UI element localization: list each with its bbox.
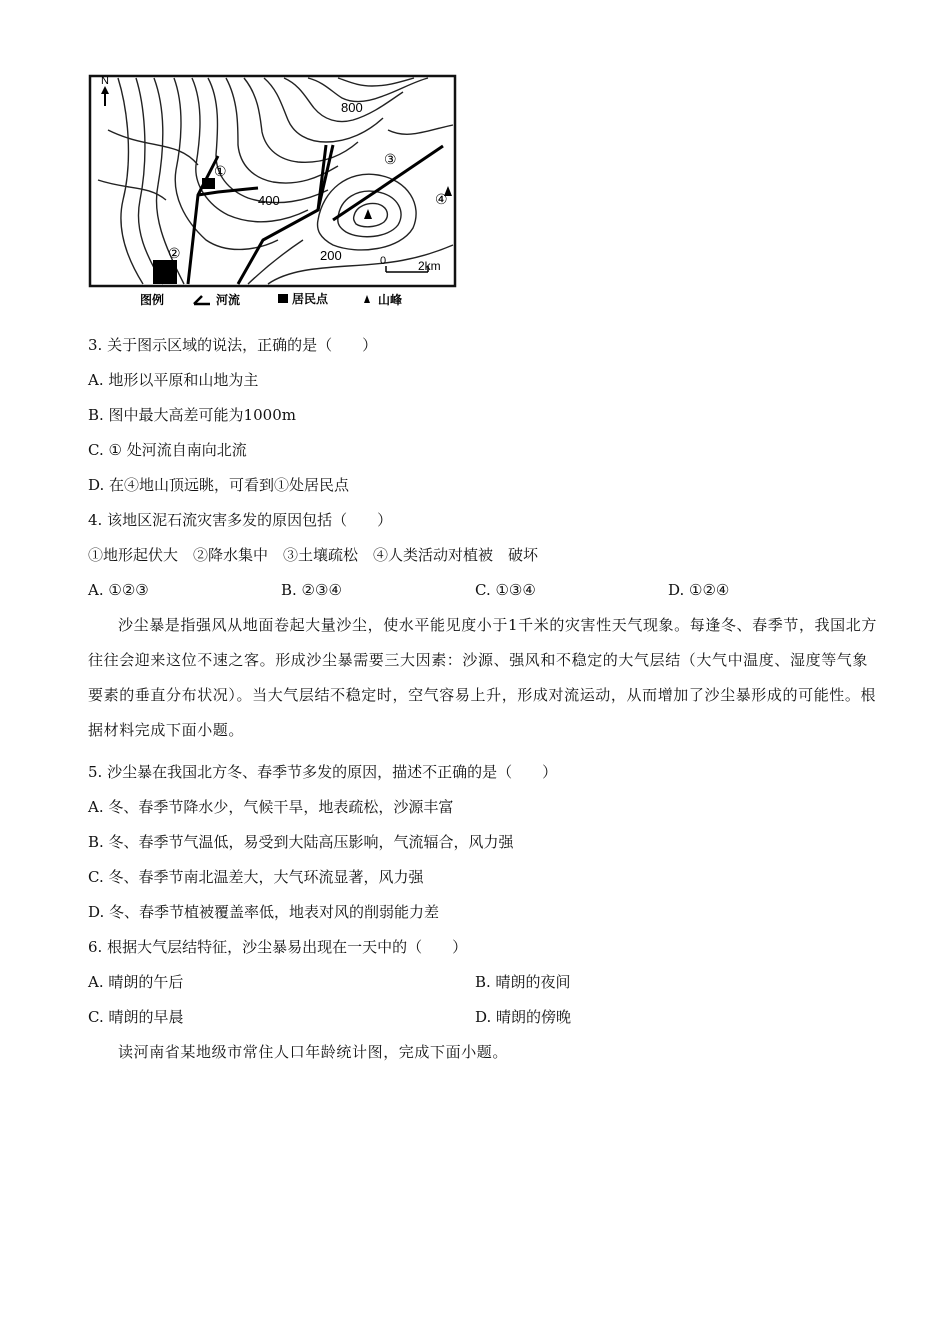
q4-stem: 4. 该地区泥石流灾害多发的原因包括（ ） xyxy=(88,511,393,529)
q6-option-c: C. 晴朗的早晨 xyxy=(88,1008,184,1026)
passage-text: 沙尘暴是指强风从地面卷起大量沙尘，使水平能见度小于1千米的灾害性天气现象。每逢冬、春季节，我国北方往往会迎来这位不速之客。形成沙尘暴需要三大因素：沙源、强风和不稳定的大气层结（大气中温度、湿度等气象要素的垂直分布状况）。当大气层结不稳定时，空气容易上升，形成对流运动，从而增加了沙尘暴形成的可能性。根据材料完成下面小题。 xyxy=(88,616,877,739)
scale-zero: 0 xyxy=(380,255,387,267)
q6-option-d: D. 晴朗的傍晚 xyxy=(475,1008,572,1026)
q3-option-b: B. 图中最大高差可能为1000m xyxy=(88,406,296,424)
q4-option-a: A. ①②③ xyxy=(88,581,149,599)
q5-option-a: A. 冬、春季节降水少，气候干旱，地表疏松，沙源丰富 xyxy=(88,798,454,816)
q5-option-b: B. 冬、春季节气温低，易受到大陆高压影响，气流辐合，风力强 xyxy=(88,833,514,851)
north-label: N xyxy=(101,75,109,87)
map-legend xyxy=(140,291,402,307)
q5-option-d: D. 冬、春季节植被覆盖率低，地表对风的削弱能力差 xyxy=(88,903,440,921)
intro-q7: 读河南省某地级市常住人口年龄统计图，完成下面小题。 xyxy=(118,1043,509,1061)
scale-label: 2km xyxy=(418,259,441,273)
contour-label-400: 400 xyxy=(258,193,280,208)
passage xyxy=(88,608,880,748)
marker-4: ④ xyxy=(435,192,448,208)
settlement-legend-icon xyxy=(278,294,288,303)
q4-factors: ①地形起伏大 ②降水集中 ③土壤疏松 ④人类活动对植被 破坏 xyxy=(88,546,539,564)
q3-option-c: C. ① 处河流自南向北流 xyxy=(88,441,247,459)
legend-river: 河流 xyxy=(216,293,241,307)
q3-stem: 3. 关于图示区域的说法，正确的是（ ） xyxy=(88,336,378,354)
q6-option-b: B. 晴朗的夜间 xyxy=(475,973,571,991)
north-arrow-icon xyxy=(101,86,109,106)
contour-lines xyxy=(98,78,453,284)
q6-option-a: A. 晴朗的午后 xyxy=(88,973,184,991)
marker-2: ② xyxy=(168,246,181,262)
q4-option-c: C. ①③④ xyxy=(475,581,536,599)
river-legend-icon xyxy=(194,296,210,304)
peak-legend-icon xyxy=(364,295,370,303)
q3-option-a: A. 地形以平原和山地为主 xyxy=(88,371,259,389)
q5-option-c: C. 冬、春季节南北温差大，大气环流显著，风力强 xyxy=(88,868,424,886)
topographic-map xyxy=(88,70,460,308)
q4-option-d: D. ①②④ xyxy=(668,581,730,599)
peak-icon xyxy=(364,209,372,219)
legend-peak: 山峰 xyxy=(378,293,403,307)
contour-label-800: 800 xyxy=(341,100,363,115)
contour-label-200: 200 xyxy=(320,248,342,263)
q3-option-d: D. 在④地山顶远眺，可看到①处居民点 xyxy=(88,476,350,494)
marker-1: ① xyxy=(214,164,227,180)
q6-stem: 6. 根据大气层结特征，沙尘暴易出现在一天中的（ ） xyxy=(88,938,468,956)
settlement-2 xyxy=(153,260,177,284)
q4-option-b: B. ②③④ xyxy=(281,581,342,599)
legend-title: 图例 xyxy=(140,293,165,307)
q5-stem: 5. 沙尘暴在我国北方冬、春季节多发的原因，描述不正确的是（ ） xyxy=(88,763,558,781)
marker-3: ③ xyxy=(384,152,397,168)
legend-settlement: 居民点 xyxy=(292,292,329,306)
